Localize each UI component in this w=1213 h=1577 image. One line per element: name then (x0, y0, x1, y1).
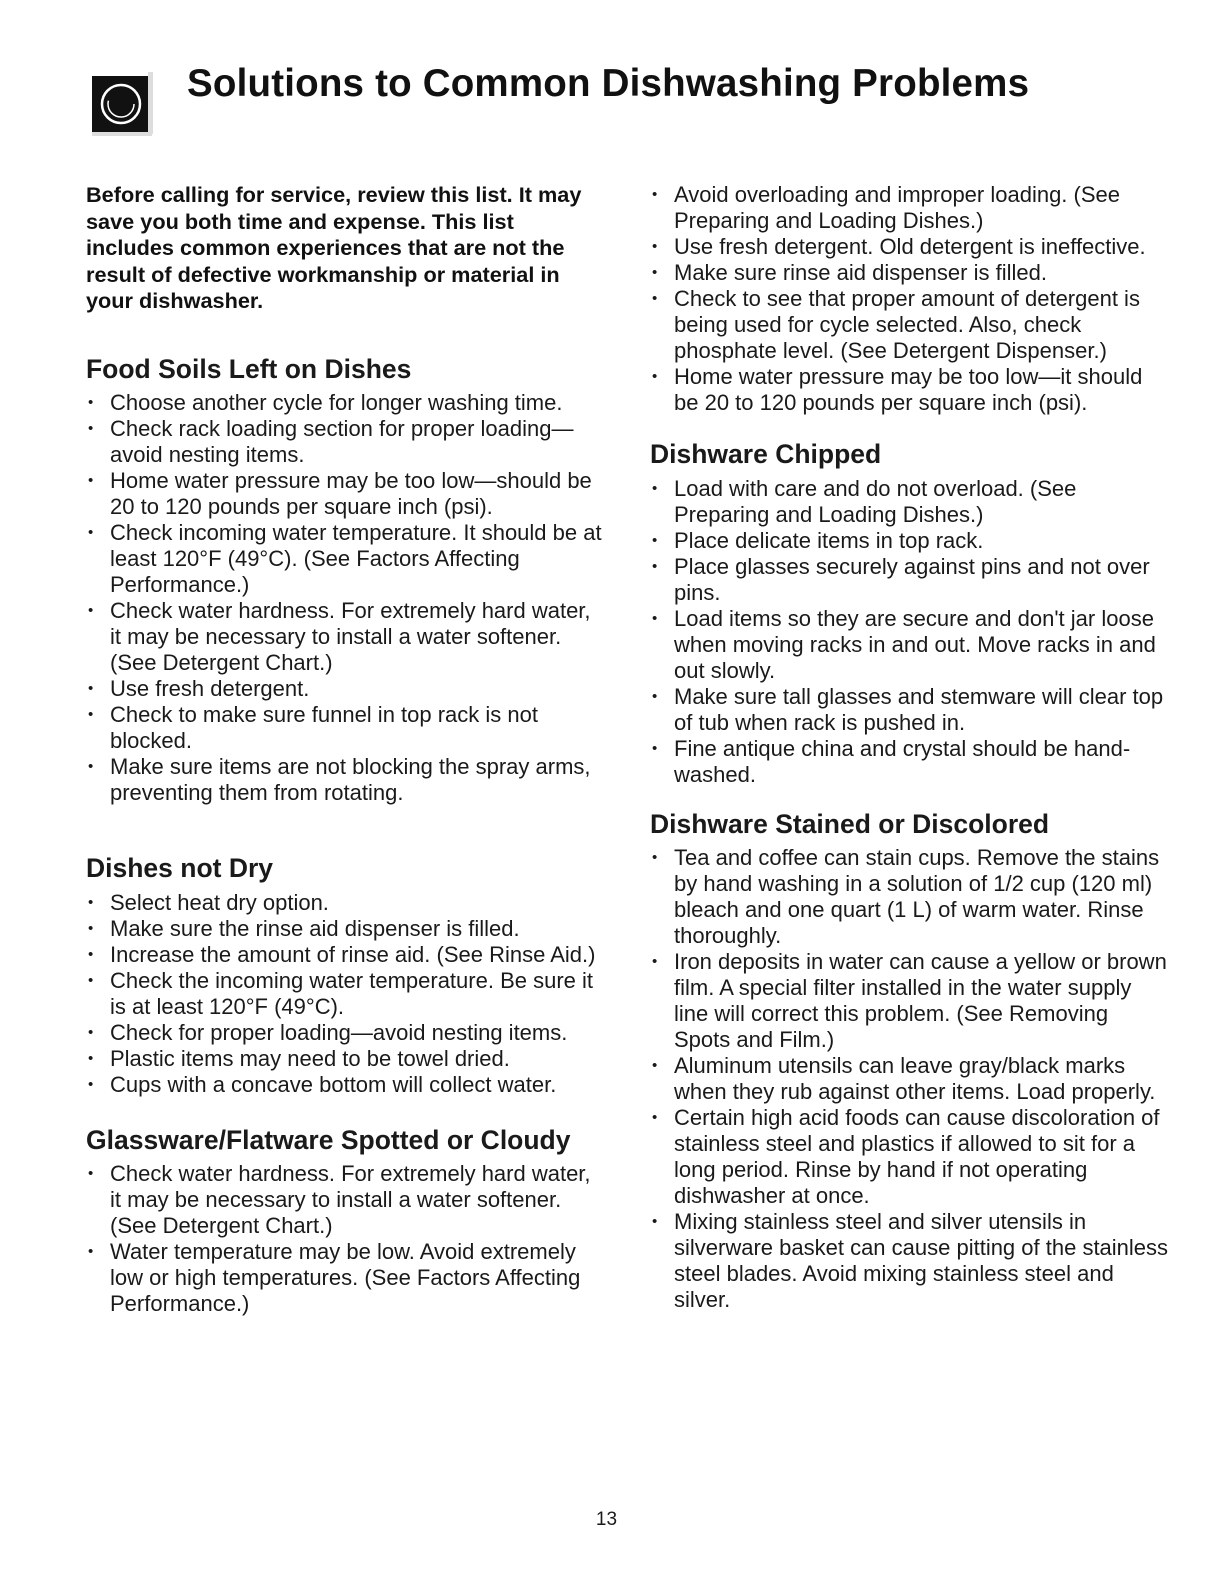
intro-note: Before calling for service, review this list. It may save you both time and expense. This list includes common experiences that are not the result of defective workmanship or material in your dishwasher. (86, 182, 582, 313)
list-item: • Use fresh detergent. Old detergent is ineffective. (650, 234, 1170, 260)
dishwasher-troubleshooting-icon (88, 70, 154, 136)
section-title: Dishes not Dry (86, 853, 274, 883)
section-dishware-stained (650, 808, 1170, 1314)
list-item: • Make sure the rinse aid dispenser is filled. (86, 916, 606, 942)
section-dishware-chipped (650, 438, 1170, 788)
list-item: • Iron deposits in water can cause a yellow or brown film. A special filter installed in the water supply line will correct this problem. (See Removing Spots and Film.) (650, 949, 1170, 1053)
section-dishes-not-dry (86, 852, 606, 1098)
list-item: • Home water pressure may be too low—should be 20 to 120 pounds per square inch (psi). (86, 468, 606, 520)
right-column (650, 182, 1170, 1313)
section-title: Glassware/Flatware Spotted or Cloudy (86, 1124, 571, 1155)
page-header (88, 62, 1188, 152)
section-title: Dishware Stained or Discolored (650, 808, 1050, 839)
list-item: • Check to make sure funnel in top rack is not blocked. (86, 702, 606, 754)
bullet-list (650, 182, 1170, 416)
list-item: • Choose another cycle for longer washing time. (86, 390, 606, 416)
list-item: • Check water hardness. For extremely hard water, it may be necessary to install a water softener. (See Detergent Chart.) (86, 1161, 606, 1239)
page-title: Solutions to Common Dishwashing Problems (187, 62, 1030, 105)
list-item: • Certain high acid foods can cause discoloration of stainless steel and plastics if allowed to sit for a long period. Rinse by hand if not operating dishwasher at once. (650, 1105, 1170, 1209)
section-title: Food Soils Left on Dishes (86, 353, 412, 384)
list-item: • Load with care and do not overload. (See Preparing and Loading Dishes.) (650, 476, 1170, 528)
list-item: • Water temperature may be low. Avoid extremely low or high temperatures. (See Factors Affecting Performance.) (86, 1239, 606, 1317)
bullet-list (650, 476, 1170, 788)
list-item: • Check the incoming water temperature. Be sure it is at least 120°F (49°C). (86, 968, 606, 1020)
list-item: • Plastic items may need to be towel dried. (86, 1046, 606, 1072)
list-item: • Check to see that proper amount of detergent is being used for cycle selected. Also, check phosphate level. (See Detergent Dispenser.) (650, 286, 1170, 364)
list-item: • Make sure rinse aid dispenser is filled. (650, 260, 1170, 286)
page-number: 13 (595, 1509, 618, 1530)
list-item: • Check water hardness. For extremely hard water, it may be necessary to install a water softener. (See Detergent Chart.) (86, 598, 606, 676)
list-item: • Make sure tall glasses and stemware will clear top of tub when rack is pushed in. (650, 684, 1170, 736)
bullet-list (86, 390, 606, 806)
left-column (86, 182, 606, 1317)
list-item: • Tea and coffee can stain cups. Remove the stains by hand washing in a solution of 1/2 cup (120 ml) bleach and one quart (1 L) of warm water. Rinse thoroughly. (650, 845, 1170, 949)
list-item: • Fine antique china and crystal should be hand-washed. (650, 736, 1170, 788)
list-item: • Check incoming water temperature. It should be at least 120°F (49°C). (See Factors Affecting Performance.) (86, 520, 606, 598)
list-item: • Mixing stainless steel and silver utensils in silverware basket can cause pitting of the stainless steel blades. Avoid mixing stainless steel and silver. (650, 1209, 1170, 1313)
section-glassware-continued (650, 182, 1170, 416)
list-item: • Check rack loading section for proper loading—avoid nesting items. (86, 416, 606, 468)
section-food-soils (86, 353, 606, 807)
section-title: Dishware Chipped (650, 439, 882, 469)
bullet-list (86, 890, 606, 1098)
list-item: • Avoid overloading and improper loading. (See Preparing and Loading Dishes.) (650, 182, 1170, 234)
list-item: • Use fresh detergent. (86, 676, 606, 702)
list-item: • Load items so they are secure and don't jar loose when moving racks in and out. Move racks in and out slowly. (650, 606, 1170, 684)
list-item: • Place delicate items in top rack. (650, 528, 1170, 554)
list-item: • Aluminum utensils can leave gray/black marks when they rub against other items. Load properly. (650, 1053, 1170, 1105)
list-item: • Select heat dry option. (86, 890, 606, 916)
bullet-list (86, 1161, 606, 1317)
list-item: • Place glasses securely against pins and not over pins. (650, 554, 1170, 606)
section-glassware-spotted (86, 1124, 606, 1318)
list-item: • Check for proper loading—avoid nesting items. (86, 1020, 606, 1046)
bullet-list (650, 845, 1170, 1313)
list-item: • Cups with a concave bottom will collect water. (86, 1072, 606, 1098)
list-item: • Home water pressure may be too low—it should be 20 to 120 pounds per square inch (psi). (650, 364, 1170, 416)
list-item: • Make sure items are not blocking the spray arms, preventing them from rotating. (86, 754, 606, 806)
list-item: • Increase the amount of rinse aid. (See Rinse Aid.) (86, 942, 606, 968)
